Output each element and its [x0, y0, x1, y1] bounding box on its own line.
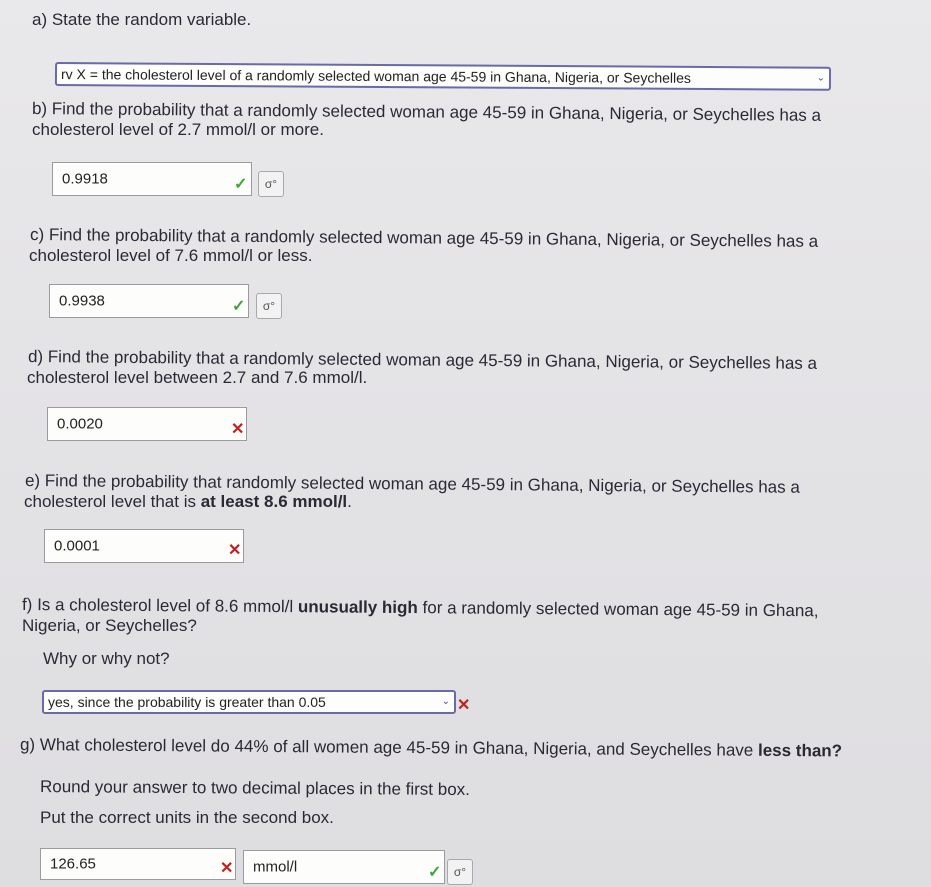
- question-a: a) State the random variable.: [32, 10, 252, 29]
- question-e-line1: e) Find the probability that randomly selected woman age 45-59 in Ghana, Nigeria, or Seychelles has a: [24, 471, 800, 497]
- answer-e-input[interactable]: [44, 529, 244, 563]
- check-icon: ✓: [234, 176, 248, 193]
- question-b-line2: cholesterol level of 2.7 mmol/l or more.: [32, 120, 324, 139]
- answer-g-value: 126.65: [50, 855, 96, 873]
- answer-c-value: 0.9938: [59, 292, 105, 310]
- answer-g-units-input[interactable]: [243, 850, 445, 884]
- question-c-line2: cholesterol level of 7.6 mmol/l or less.: [29, 246, 313, 265]
- at-least-emphasis: at least 8.6 mmol/l: [200, 492, 348, 511]
- answer-f-value: yes, since the probability is greater than 0.05: [48, 694, 326, 710]
- question-d-line2: cholesterol level between 2.7 and 7.6 mmol/l.: [27, 368, 368, 387]
- answer-g-units-value: mmol/l: [253, 858, 298, 876]
- answer-f-dropdown[interactable]: [42, 690, 456, 714]
- answer-b-value: 0.9918: [62, 170, 108, 188]
- answer-e-value: 0.0001: [54, 537, 100, 555]
- question-f-line2: Nigeria, or Seychelles?: [22, 616, 197, 635]
- less-than-emphasis: less than?: [757, 740, 843, 761]
- chevron-down-icon: ⌄: [441, 695, 450, 707]
- check-icon: ✓: [428, 864, 442, 881]
- cross-icon: ✕: [231, 421, 245, 438]
- question-f-why: Why or why not?: [43, 649, 170, 668]
- answer-g-value-input[interactable]: [40, 848, 236, 880]
- math-helper-icon[interactable]: σ°: [258, 171, 284, 197]
- answer-d-value: 0.0020: [57, 415, 103, 433]
- question-g-line2: Round your answer to two decimal places in the first box.: [39, 777, 470, 800]
- math-helper-icon[interactable]: σ°: [447, 859, 473, 885]
- unusually-high-emphasis: unusually high: [297, 597, 418, 618]
- random-variable-value: rv X = the cholesterol level of a randomly selected woman age 45-59 in Ghana, Nigeria, or Seychelles: [60, 66, 691, 86]
- math-helper-icon[interactable]: σ°: [256, 293, 282, 319]
- question-g-line1: g) What cholesterol level do 44% of all women age 45-59 in Ghana, Nigeria, and Seychelles have less than?: [19, 735, 843, 761]
- check-icon: ✓: [232, 298, 246, 315]
- question-e-line2: cholesterol level that is at least 8.6 mmol/l.: [24, 492, 352, 511]
- cross-icon: ✕: [220, 860, 234, 877]
- question-c-line1: c) Find the probability that a randomly selected woman age 45-59 in Ghana, Nigeria, or Seychelles has a: [29, 225, 819, 251]
- answer-b-input[interactable]: [52, 162, 252, 196]
- answer-c-input[interactable]: [49, 284, 249, 318]
- random-variable-dropdown[interactable]: [55, 62, 831, 91]
- question-f-line1: f) Is a cholesterol level of 8.6 mmol/l unusually high for a randomly selected woman age 45-59 in Ghana,: [21, 595, 819, 621]
- cross-icon: ✕: [457, 697, 471, 714]
- answer-d-input[interactable]: [47, 407, 247, 441]
- chevron-down-icon: ⌄: [816, 72, 826, 84]
- cross-icon: ✕: [228, 542, 242, 559]
- question-g-line3: Put the correct units in the second box.: [40, 808, 334, 827]
- question-d-line1: d) Find the probability that a randomly selected woman age 45-59 in Ghana, Nigeria, or Seychelles has a: [27, 347, 818, 373]
- question-b-line1: b) Find the probability that a randomly selected woman age 45-59 in Ghana, Nigeria, or Seychelles has a: [31, 99, 822, 125]
